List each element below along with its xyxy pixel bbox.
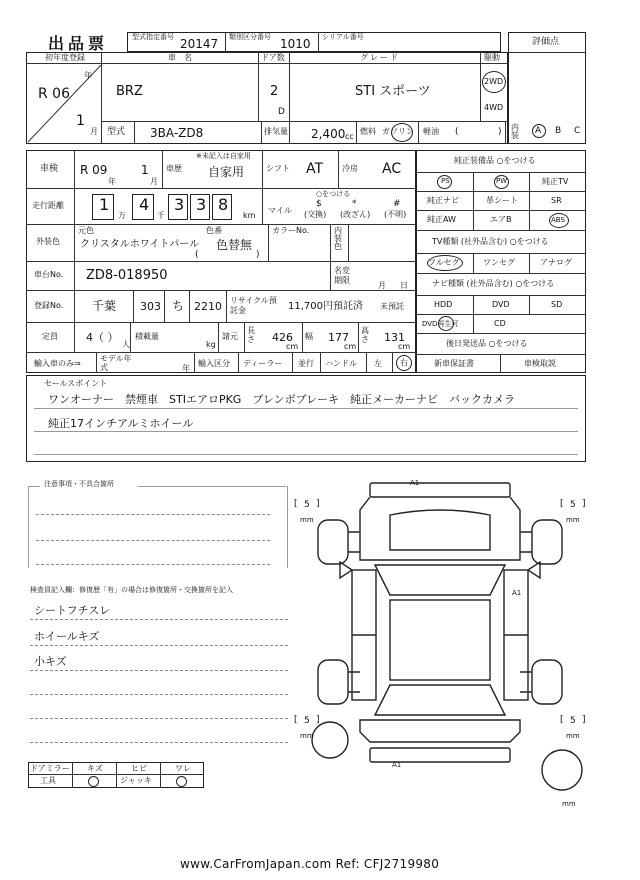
meter-mile: マイル — [268, 206, 292, 215]
kg-unit: kg — [206, 340, 216, 349]
height-label: 高さ — [361, 326, 369, 344]
equip-leather: 革シート — [486, 196, 518, 205]
serial-label: シリアル番号 — [322, 33, 364, 41]
name-change-label: 名変期限 — [334, 266, 350, 285]
color-change: 色替無 — [216, 238, 253, 252]
mm-unit: mm — [566, 732, 580, 740]
jack-circle — [176, 776, 187, 787]
displacement-label: 排気量 — [264, 127, 288, 136]
shift-label: シフト — [266, 164, 290, 173]
cm-unit: cm — [344, 342, 357, 351]
mark-a1-side: A1 — [512, 589, 522, 597]
doors-label: ドア数 — [261, 53, 285, 62]
interior-grade-c: C — [574, 126, 581, 136]
capacity-label: 定員 — [42, 332, 58, 341]
model-label: 型式 — [107, 127, 126, 137]
import-label: 輸入車のみ⇒ — [34, 359, 81, 368]
doors-suffix: D — [278, 107, 285, 117]
reg-region: 千葉 — [92, 299, 117, 313]
equipment-title: 純正装備品 ○をつける — [454, 156, 536, 165]
equip-ps: PS — [441, 177, 450, 185]
width-label: 幅 — [305, 332, 313, 341]
category-label: 類別区分番号 — [229, 33, 271, 41]
meter-note: ○をつける — [316, 190, 351, 198]
mark-a1-rear: A1 — [392, 761, 402, 769]
legend-tools: 工具 — [40, 776, 56, 785]
recycle-unpaid: 未預託 — [380, 302, 404, 311]
name-change-month-unit: 月 — [378, 281, 386, 290]
inspector-line: 小キズ — [34, 655, 67, 668]
tv-title: TV種類 (社外品含む) ○をつける — [432, 237, 549, 246]
displacement-value: 2,400 — [311, 127, 346, 141]
persons-unit: 人 — [122, 340, 130, 349]
tv-oneseg: ワンセグ — [483, 258, 515, 267]
model-year-unit: 年 — [182, 364, 190, 373]
inspector-label: 検査員記入欄：修復歴「有」の場合は修復箇所・交換箇所を記入 — [30, 586, 233, 594]
diesel-label: 軽油 — [423, 127, 439, 136]
color-label: 外装色 — [36, 237, 60, 246]
shaken-year-unit: 年 — [108, 177, 116, 186]
mileage-label: 走行距離 — [32, 201, 64, 210]
equip-aw: 純正AW — [427, 215, 456, 224]
mm-unit: mm — [562, 800, 576, 808]
year-unit: 年 — [84, 71, 92, 80]
equip-pw: PW — [496, 177, 508, 185]
interior-grade-b: B — [555, 126, 562, 136]
mileage-digit: 3 — [196, 195, 207, 214]
tread-fl: 5 — [304, 500, 310, 510]
fuel-label: 燃料 — [360, 127, 376, 136]
grade-label: グレード — [360, 53, 400, 62]
ac-value: AC — [382, 161, 402, 177]
tv-analog: アナログ — [540, 258, 572, 267]
model-value: 3BA-ZD8 — [150, 126, 204, 140]
cm-unit: cm — [286, 342, 299, 351]
nav-hdd: HDD — [434, 300, 453, 309]
left-label: 左 — [374, 359, 382, 368]
width-value: 177 — [328, 331, 349, 344]
meter-exchange: (交換) — [304, 210, 327, 219]
car-name: BRZ — [116, 84, 143, 99]
first-reg-year: R 06 — [38, 86, 70, 102]
nav-sd: SD — [551, 300, 563, 309]
inspector-line: シートフチスレ — [34, 604, 111, 617]
equip-abs: ABS — [551, 216, 565, 224]
tv-fullseg: フルセグ — [428, 258, 460, 267]
reg-number: 2210 — [194, 300, 222, 313]
doors-value: 2 — [270, 84, 279, 99]
grade-value: STI スポーツ — [355, 84, 431, 99]
legend-scratch: キズ — [87, 764, 103, 773]
history-note: ※未記入は自家用 — [196, 152, 251, 160]
legend-mirror: ドアミラー — [30, 764, 70, 773]
mm-unit: mm — [566, 516, 580, 524]
page-title: 出品票 — [48, 34, 109, 53]
mileage-sen-unit: 千 — [157, 211, 165, 220]
equip-tv: 純正TV — [542, 177, 569, 186]
cm-unit: cm — [398, 342, 411, 351]
right-label: 右 — [400, 358, 408, 367]
equip-sr: SR — [551, 196, 562, 205]
mileage-km-unit: km — [243, 211, 256, 220]
history-label: 車歴 — [166, 164, 182, 173]
mileage-digit: 1 — [99, 195, 110, 214]
sales-points-line1: ワンオーナー 禁煙車 STIエアロPKG ブレンボブレーキ 純正メーカーナビ バックカメラ — [48, 393, 515, 406]
length-label: 長さ — [247, 326, 255, 344]
color-orig-label: 元色 — [78, 226, 94, 235]
meter-unknown: (不明) — [384, 210, 407, 219]
type-no: 20147 — [180, 37, 219, 51]
dealer-label: ディーラー — [243, 359, 283, 368]
interior-label: 内装 — [511, 123, 519, 140]
shaken-month-unit: 月 — [150, 177, 158, 186]
handle-label: ハンドル — [325, 359, 357, 368]
mm-unit: mm — [300, 732, 314, 740]
legend-break: ワレ — [175, 764, 191, 773]
color-orig-value: クリスタルホワイトパール — [80, 239, 200, 250]
shaken-label: 車検 — [40, 164, 59, 174]
shift-value: AT — [306, 161, 324, 177]
color-no-label: 色番 — [206, 226, 222, 235]
nav-dvd: DVD — [492, 300, 510, 309]
mileage-digit: 3 — [174, 195, 185, 214]
mileage-digit: 4 — [139, 195, 150, 214]
month-unit: 月 — [90, 127, 98, 136]
reg-kana: ち — [172, 299, 185, 313]
recycle-label: リサイクル預託金 — [230, 296, 277, 315]
drive-label: 駆動 — [484, 53, 500, 62]
history-value: 自家用 — [208, 165, 245, 179]
reg-class: 303 — [140, 300, 161, 313]
tread-fr: 5 — [570, 500, 576, 510]
footer-watermark: www.CarFromJapan.com Ref: CFJ2719980 — [180, 857, 440, 871]
import-type-label: 輸入区分 — [198, 359, 230, 368]
model-year-label: モデル年式 — [100, 354, 132, 372]
drive-4wd: 4WD — [484, 103, 504, 112]
notes-label: 注意事項・不具合箇所 — [44, 480, 114, 488]
legend-jack: ジャッキ — [120, 776, 152, 785]
color-no-box-label: カラーNo. — [272, 226, 310, 235]
fuel-value: ガソリン — [382, 127, 414, 136]
nav-dvd-play: DVD再生可 — [422, 320, 459, 328]
reg-label: 登録No. — [34, 301, 64, 310]
nav-cd: CD — [494, 319, 506, 328]
mileage-man-unit: 万 — [118, 211, 126, 220]
equip-airbag: エアB — [490, 215, 512, 224]
height-value: 131 — [384, 331, 405, 344]
interior-color-label: 内装色 — [334, 226, 342, 251]
docs-title: 後日発送品 ○をつける — [446, 339, 528, 348]
tread-rr: 5 — [570, 716, 576, 726]
first-reg-month: 1 — [76, 113, 85, 129]
load-label: 積載量 — [135, 332, 159, 341]
docs-manual: 車検取説 — [524, 359, 556, 368]
parallel-label: 並行 — [298, 359, 314, 368]
shaken-month: 1 — [141, 163, 149, 177]
car-name-label: 車 名 — [168, 53, 192, 62]
nav-title: ナビ種類 (社外品含む) ○をつける — [432, 279, 555, 288]
cc-unit: cc — [345, 132, 354, 141]
type-no-label: 型式指定番号 — [132, 33, 174, 41]
interior-grade-a: A — [535, 126, 542, 136]
sales-points-line2: 純正17インチアルミホイール — [48, 417, 194, 430]
meter-modified: (改ざん) — [340, 210, 371, 219]
shaken-year: R 09 — [80, 163, 108, 177]
tread-rl: 5 — [304, 716, 310, 726]
mm-unit: mm — [300, 516, 314, 524]
ac-label: 冷房 — [342, 164, 358, 173]
legend-crack: ヒビ — [131, 764, 147, 773]
docs-warranty: 新車保証書 — [434, 359, 474, 368]
car-damage-diagram — [290, 470, 590, 810]
mark-a1-front: A1 — [410, 479, 420, 487]
notes-box — [28, 486, 288, 568]
recycle-amount: 11,700円預託済 — [288, 301, 363, 312]
dims-label: 諸元 — [222, 332, 238, 341]
category-no: 1010 — [280, 37, 311, 51]
drive-2wd: 2WD — [484, 77, 504, 86]
equip-nav: 純正ナビ — [427, 196, 459, 205]
chassis-value: ZD8-018950 — [86, 268, 168, 283]
capacity-value: 4（ ） — [86, 331, 119, 344]
first-reg-label: 初年度登録 — [45, 53, 85, 62]
sales-points-label: セールスポイント — [44, 379, 108, 388]
inspector-line: ホイールキズ — [34, 630, 100, 643]
rating-label: 評価点 — [532, 37, 560, 47]
chassis-label: 車台No. — [34, 270, 64, 279]
tools-circle — [88, 776, 99, 787]
mileage-digit: 8 — [218, 195, 229, 214]
length-value: 426 — [272, 331, 293, 344]
